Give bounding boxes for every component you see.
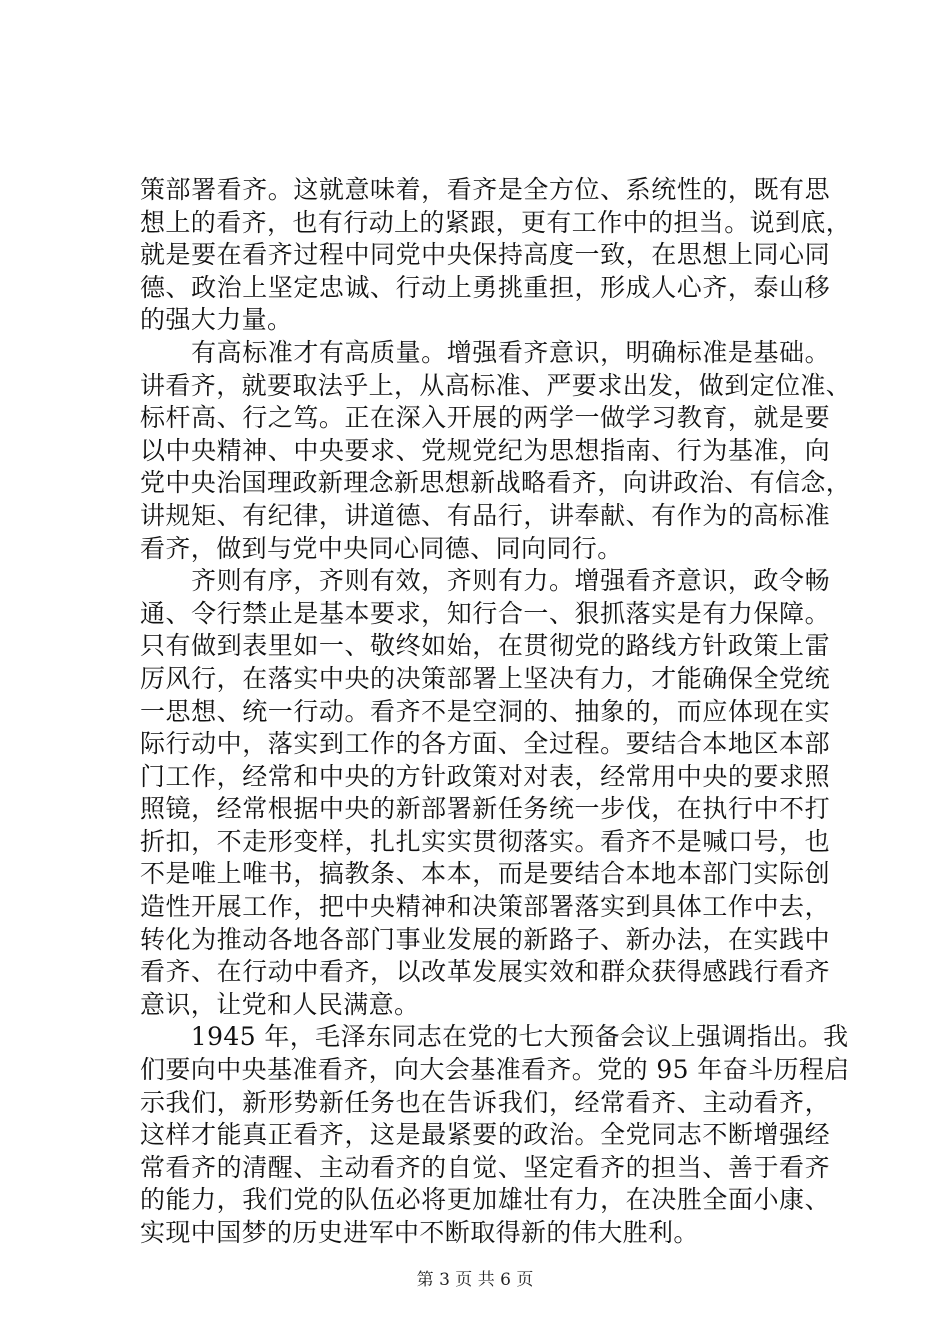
text-line: 意识，让党和人民满意。 <box>140 989 420 1019</box>
text-line: 就是要在看齐过程中同党中央保持高度一致，在思想上同心同 <box>140 240 830 270</box>
text-line: 有高标准才有高质量。增强看齐意识，明确标准是基础。 <box>140 337 830 367</box>
text-line: 策部署看齐。这就意味着，看齐是全方位、系统性的，既有思 <box>140 175 830 204</box>
text-line: 只有做到表里如一、敬终如始，在贯彻党的路线方针政策上雷 <box>140 631 830 661</box>
text-line: 一思想、统一行动。看齐不是空洞的、抽象的，而应体现在实 <box>140 696 830 726</box>
text-line: 讲看齐，就要取法乎上，从高标准、严要求出发，做到定位准、 <box>140 370 852 400</box>
text-line: 看齐，做到与党中央同心同德、同向同行。 <box>140 533 623 563</box>
text-line: 1945 年，毛泽东同志在党的七大预备会议上强调指出。我 <box>140 1022 849 1052</box>
page-footer: 第 3 页 共 6 页 <box>416 1270 534 1290</box>
text-line: 党中央治国理政新理念新思想新战略看齐，向讲政治、有信念， <box>140 468 852 498</box>
text-line: 通、令行禁止是基本要求，知行合一、狠抓落实是有力保障。 <box>140 598 830 628</box>
text-line: 常看齐的清醒、主动看齐的自觉、坚定看齐的担当、善于看齐 <box>140 1152 830 1182</box>
text-line: 实现中国梦的历史进军中不断取得新的伟大胜利。 <box>140 1218 699 1247</box>
text-line: 示我们，新形势新任务也在告诉我们，经常看齐、主动看齐， <box>140 1087 830 1117</box>
text-line: 厉风行，在落实中央的决策部署上坚决有力，才能确保全党统 <box>140 663 830 693</box>
text-line: 造性开展工作，把中央精神和决策部署落实到具体工作中去， <box>140 892 830 922</box>
text-line: 想上的看齐，也有行动上的紧跟，更有工作中的担当。说到底， <box>140 207 852 237</box>
text-line: 折扣，不走形变样，扎扎实实贯彻落实。看齐不是喊口号，也 <box>140 826 830 856</box>
document-body <box>140 174 852 1250</box>
text-line: 看齐、在行动中看齐，以改革发展实效和群众获得感践行看齐 <box>140 957 830 987</box>
text-line: 际行动中，落实到工作的各方面、全过程。要结合本地区本部 <box>140 729 830 759</box>
text-line: 德、政治上坚定忠诚、行动上勇挑重担，形成人心齐，泰山移 <box>140 272 830 302</box>
text-line: 的能力，我们党的队伍必将更加雄壮有力，在决胜全面小康、 <box>140 1185 830 1215</box>
text-line: 门工作，经常和中央的方针政策对对表，经常用中央的要求照 <box>140 761 830 791</box>
text-line: 照镜，经常根据中央的新部署新任务统一步伐，在执行中不打 <box>140 794 830 824</box>
text-line: 转化为推动各地各部门事业发展的新路子、新办法，在实践中 <box>140 924 830 954</box>
text-line: 齐则有序，齐则有效，齐则有力。增强看齐意识，政令畅 <box>140 566 830 596</box>
text-line: 不是唯上唯书，搞教条、本本，而是要结合本地本部门实际创 <box>140 859 830 889</box>
text-line: 讲规矩、有纪律，讲道德、有品行，讲奉献、有作为的高标准 <box>140 500 830 530</box>
text-line: 的强大力量。 <box>140 305 293 335</box>
text-line: 以中央精神、中央要求、党规党纪为思想指南、行为基准，向 <box>140 435 830 465</box>
text-line: 标杆高、行之笃。正在深入开展的两学一做学习教育，就是要 <box>140 403 830 433</box>
text-line: 们要向中央基准看齐，向大会基准看齐。党的 95 年奋斗历程启 <box>140 1055 850 1085</box>
text-line: 这样才能真正看齐，这是最紧要的政治。全党同志不断增强经 <box>140 1120 830 1150</box>
